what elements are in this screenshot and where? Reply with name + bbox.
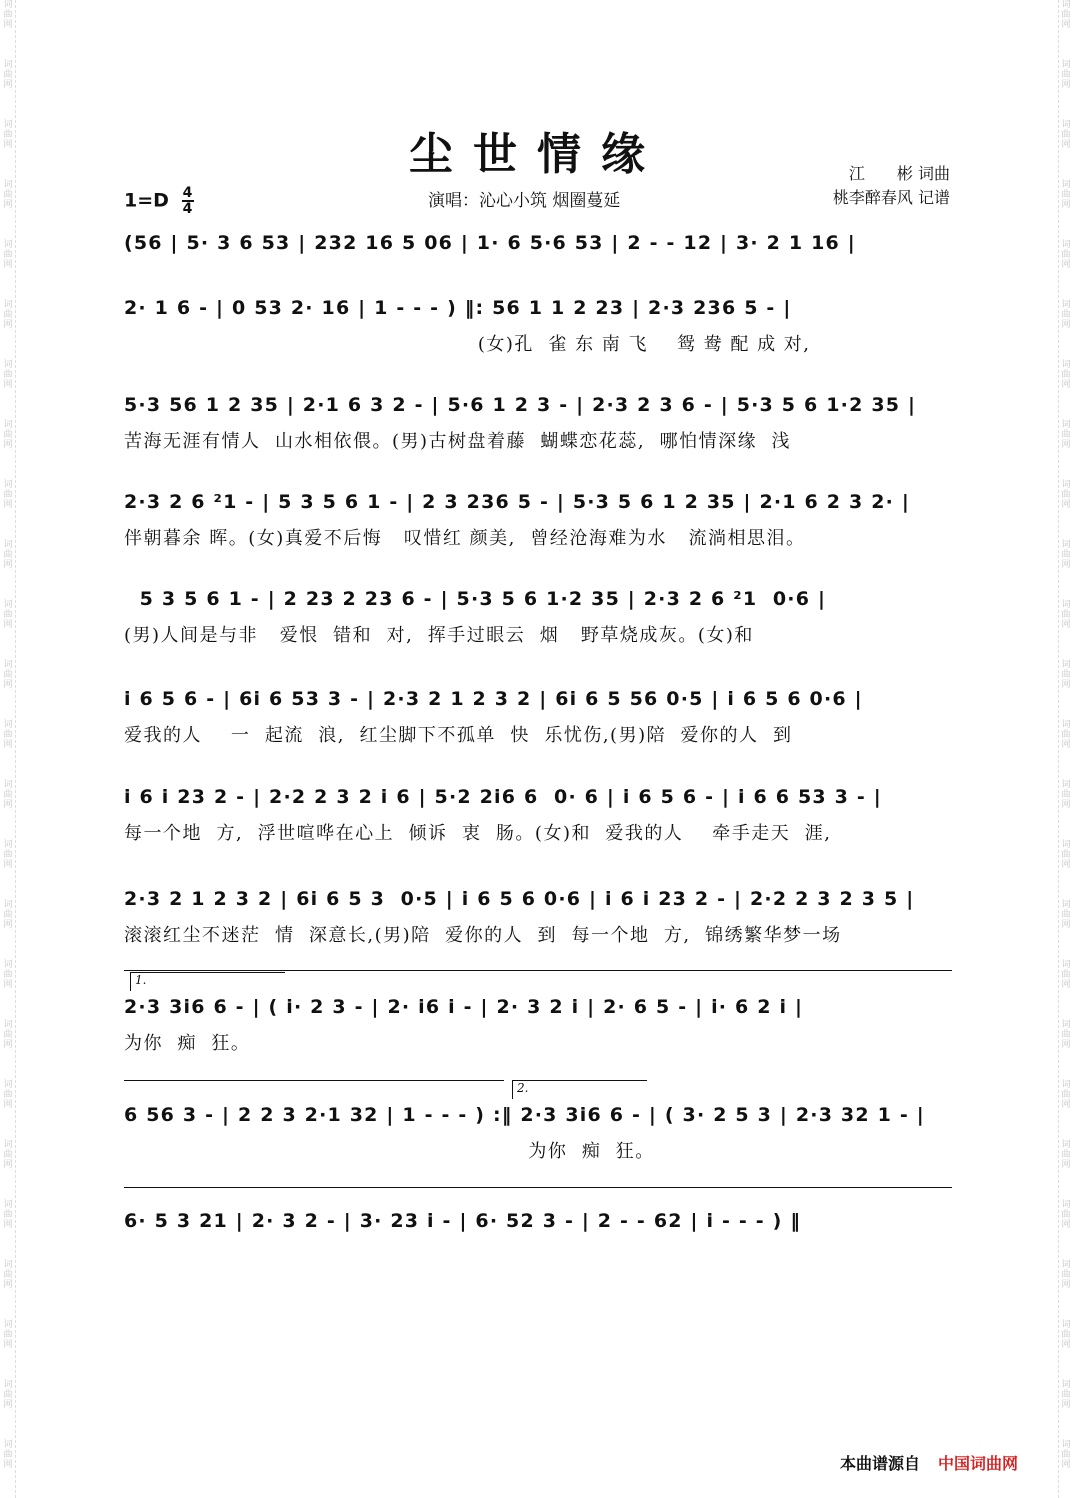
watermark-text: 词 曲 网 bbox=[1061, 960, 1071, 990]
watermark-text: 词 曲 网 bbox=[1061, 1380, 1071, 1410]
first-ending-bracket bbox=[130, 972, 285, 991]
watermark-text: 词 曲 网 bbox=[3, 180, 13, 210]
watermark-text: 词 曲 网 bbox=[1061, 1140, 1071, 1170]
watermark-text: 词 曲 网 bbox=[1061, 60, 1071, 90]
watermark-text: 词 曲 网 bbox=[1061, 1200, 1071, 1230]
time-top: 4 bbox=[182, 185, 193, 201]
watermark-text: 词 曲 网 bbox=[3, 900, 13, 930]
time-signature bbox=[182, 186, 194, 216]
watermark-text: 词 曲 网 bbox=[1061, 780, 1071, 810]
watermark-text: 词 曲 网 bbox=[3, 1020, 13, 1050]
watermark-text: 词 曲 网 bbox=[1061, 420, 1071, 450]
watermark-text: 词 曲 网 bbox=[1061, 600, 1071, 630]
watermark-text: 词 曲 网 bbox=[3, 1200, 13, 1230]
watermark-text: 词 曲 网 bbox=[3, 600, 13, 630]
left-watermark-strip bbox=[1, 0, 16, 1498]
watermark-text: 词 曲 网 bbox=[3, 1320, 13, 1350]
watermark-text: 词 曲 网 bbox=[1061, 900, 1071, 930]
watermark-text: 词 曲 网 bbox=[1061, 120, 1071, 150]
lyrics-line: 每一个地 方, 浮世喧哗在心上 倾诉 衷 肠。(女)和 爱我的人 牵手走天 涯, bbox=[124, 823, 832, 844]
watermark-text: 词 曲 网 bbox=[1061, 360, 1071, 390]
key-signature bbox=[124, 186, 194, 216]
watermark-text: 词 曲 网 bbox=[3, 660, 13, 690]
watermark-text: 词 曲 网 bbox=[1061, 1020, 1071, 1050]
watermark-text: 词 曲 网 bbox=[3, 420, 13, 450]
watermark-text: 词 曲 网 bbox=[3, 1140, 13, 1170]
lyrics-line: 滚滚红尘不迷茫 情 深意长,(男)陪 爱你的人 到 每一个地 方, 锦绣繁华梦一场 bbox=[124, 925, 842, 946]
watermark-text: 词 曲 网 bbox=[1061, 840, 1071, 870]
notes-line: 5·3 56 1 2 35 | 2·1 6 3 2 - | 5·6 1 2 3 - | 2·3 2 3 6 - | 5·3 5 6 1·2 35 | bbox=[124, 394, 917, 416]
song-title: 尘世情缘 bbox=[409, 129, 665, 180]
notes-line: 2·3 2 1 2 3 2 | 6i 6 5 3 0·5 | i 6 5 6 0·6 | i 6 i 23 2 - | 2·2 2 3 2 3 5 | bbox=[124, 888, 915, 910]
watermark-text: 词 曲 网 bbox=[1061, 540, 1071, 570]
watermark-text: 词 曲 网 bbox=[1061, 240, 1071, 270]
watermark-text: 词 曲 网 bbox=[3, 1080, 13, 1110]
right-watermark-strip bbox=[1058, 0, 1073, 1498]
watermark-text: 词 曲 网 bbox=[1061, 300, 1071, 330]
watermark-text: 词 曲 网 bbox=[3, 840, 13, 870]
lyrics-line: (女)孔 雀 东 南 飞 鸳 鸯 配 成 对, bbox=[124, 334, 811, 355]
time-bottom: 4 bbox=[182, 201, 193, 217]
notes-line: 2·3 3i6 6 - | ( i· 2 3 - | 2· i6 i - | 2· 3 2 i | 2· 6 5 - | i· 6 2 i | bbox=[124, 996, 804, 1018]
watermark-text: 词 曲 网 bbox=[3, 960, 13, 990]
source-label: 本曲谱源自 bbox=[840, 1454, 921, 1473]
watermark-text: 词 曲 网 bbox=[1061, 720, 1071, 750]
watermark-text: 词 曲 网 bbox=[1061, 1080, 1071, 1110]
notes-line: 6 56 3 - | 2 2 3 2·1 32 | 1 - - - ) :‖ 2·3 3i6 6 - | ( 3· 2 5 3 | 2·3 32 1 - | bbox=[124, 1104, 925, 1126]
watermark-text: 词 曲 网 bbox=[1061, 1440, 1071, 1470]
notes-line: 5 3 5 6 1 - | 2 23 2 23 6 - | 5·3 5 6 1·2 35 | 2·3 2 6 ²1 0·6 | bbox=[124, 588, 827, 610]
lyrics-line: 苦海无涯有情人 山水相依偎。(男)古树盘着藤 蝴蝶恋花蕊, 哪怕情深缘 浅 bbox=[124, 431, 792, 452]
watermark-text: 词 曲 网 bbox=[3, 300, 13, 330]
notes-line: 6· 5 3 21 | 2· 3 2 - | 3· 23 i - | 6· 52 3 - | 2 - - 62 | i - - - ) ‖ bbox=[124, 1210, 802, 1232]
credits bbox=[833, 162, 950, 210]
watermark-text: 词 曲 网 bbox=[1061, 660, 1071, 690]
composer-credit: 江 彬 词曲 bbox=[848, 164, 950, 183]
watermark-text: 词 曲 网 bbox=[3, 720, 13, 750]
lyrics-line: 爱我的人 一 起流 浪, 红尘脚下不孤单 快 乐忧伤,(男)陪 爱你的人 到 bbox=[124, 725, 793, 746]
notes-line: 2·3 2 6 ²1 - | 5 3 5 6 1 - | 2 3 236 5 - | 5·3 5 6 1 2 35 | 2·1 6 2 3 2· | bbox=[124, 491, 911, 513]
watermark-text: 词 曲 网 bbox=[3, 60, 13, 90]
lyrics-line: 伴朝暮余 晖。(女)真爱不后悔 叹惜红 颜美, 曾经沧海难为水 流淌相思泪。 bbox=[124, 528, 806, 549]
notes-line: (56 | 5· 3 6 53 | 232 16 5 06 | 1· 6 5·6 53 | 2 - - 12 | 3· 2 1 16 | bbox=[124, 232, 856, 254]
watermark-text: 词 曲 网 bbox=[3, 1380, 13, 1410]
watermark-text: 词 曲 网 bbox=[3, 780, 13, 810]
lyrics-line: 为你 痴 狂。 bbox=[124, 1141, 655, 1162]
final-rule bbox=[124, 1187, 952, 1188]
volta-rule-2 bbox=[124, 1080, 504, 1081]
watermark-text: 词 曲 网 bbox=[1061, 0, 1071, 30]
lyrics-line: (男)人间是与非 爱恨 错和 对, 挥手过眼云 烟 野草烧成灰。(女)和 bbox=[124, 625, 754, 646]
singers-line: 演唱：沁心小筑 烟圈蔓延 bbox=[428, 191, 621, 211]
watermark-text: 词 曲 网 bbox=[1061, 180, 1071, 210]
watermark-text: 词 曲 网 bbox=[3, 120, 13, 150]
source-footer bbox=[840, 1451, 1018, 1474]
watermark-text: 词 曲 网 bbox=[1061, 480, 1071, 510]
volta-rule-1 bbox=[124, 970, 952, 971]
watermark-text: 词 曲 网 bbox=[3, 1440, 13, 1470]
transcriber-credit: 桃李醉春风 记谱 bbox=[832, 188, 950, 207]
watermark-text: 词 曲 网 bbox=[1061, 1320, 1071, 1350]
second-ending-label: 2. bbox=[517, 1081, 529, 1095]
watermark-text: 词 曲 网 bbox=[3, 540, 13, 570]
second-ending-bracket bbox=[512, 1080, 647, 1099]
source-site-link[interactable]: 中国词曲网 bbox=[938, 1454, 1019, 1473]
watermark-text: 词 曲 网 bbox=[3, 0, 13, 30]
watermark-text: 词 曲 网 bbox=[3, 240, 13, 270]
key-label: 1=D bbox=[124, 189, 169, 212]
watermark-text: 词 曲 网 bbox=[3, 480, 13, 510]
watermark-text: 词 曲 网 bbox=[3, 1260, 13, 1290]
first-ending-label: 1. bbox=[135, 973, 147, 987]
watermark-text: 词 曲 网 bbox=[3, 360, 13, 390]
notes-line: i 6 i 23 2 - | 2·2 2 3 2 i 6 | 5·2 2i6 6 0· 6 | i 6 5 6 - | i 6 6 53 3 - | bbox=[124, 786, 882, 808]
watermark-text: 词 曲 网 bbox=[1061, 1260, 1071, 1290]
lyrics-line: 为你 痴 狂。 bbox=[124, 1033, 251, 1054]
notes-line: 2· 1 6 - | 0 53 2· 16 | 1 - - - ) ‖: 56 1 1 2 23 | 2·3 236 5 - | bbox=[124, 297, 792, 319]
notes-line: i 6 5 6 - | 6i 6 53 3 - | 2·3 2 1 2 3 2 | 6i 6 5 56 0·5 | i 6 5 6 0·6 | bbox=[124, 688, 863, 710]
